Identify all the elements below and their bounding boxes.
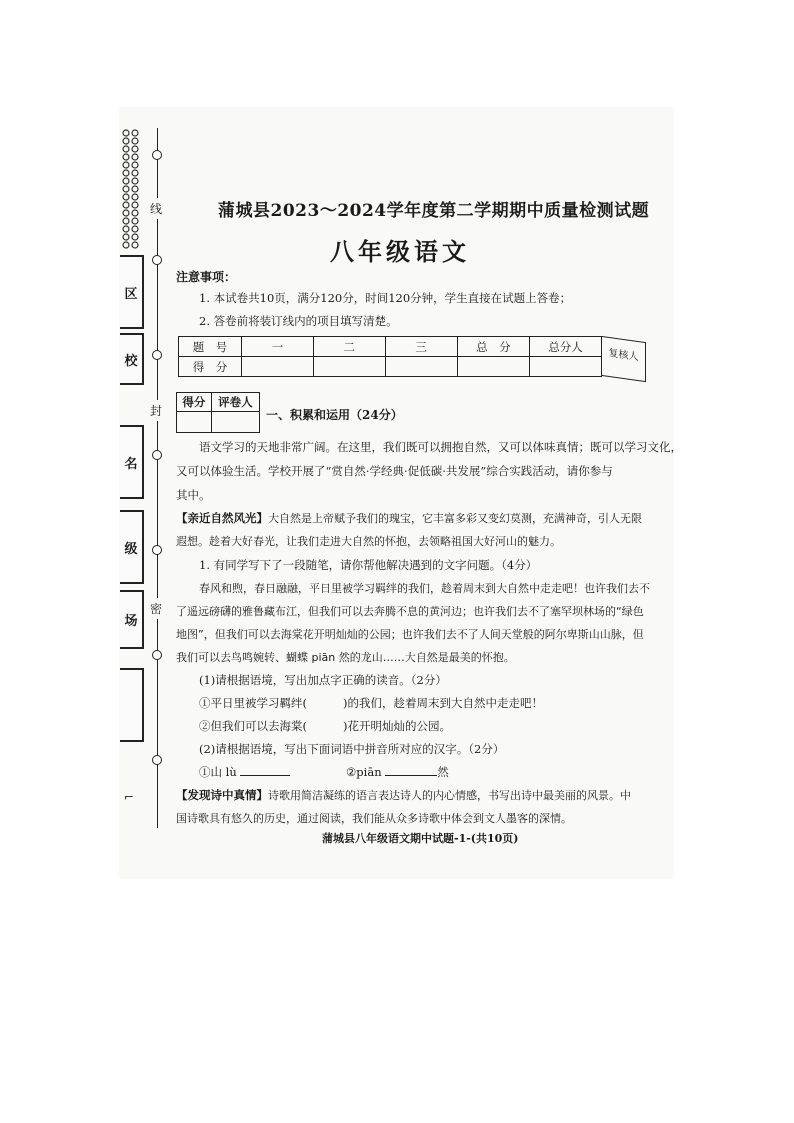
answer-blank[interactable] <box>307 695 343 707</box>
poetry-line: 诗歌用简洁凝练的语言表达诗人的内心情感，书写出诗中最美丽的风景。中 <box>268 789 631 802</box>
side-label-district: 区 <box>120 255 144 329</box>
intro-line: 语文学习的天地非常广阔。在这里，我们既可以拥抱自然，又可以体味真情；既可以学习文化， <box>199 440 682 454</box>
binding-bead <box>152 755 162 765</box>
side-label-name: 名 <box>120 425 144 499</box>
sub1-item <box>199 715 451 739</box>
notice-item: 1. 本试卷共10页，满分120分，时间120分钟，学生直接在试题上答卷； <box>199 291 572 305</box>
passage-line: 我们可以去鸟鸣婉转、蝴蝶 piān 然的龙山……大自然是最美的怀抱。 <box>176 651 515 664</box>
nature-line: 大自然是上帝赋予我们的瑰宝，它丰富多彩又变幻莫测，充满神奇，引人无限 <box>268 512 642 525</box>
section-title: 一、积累和运用（24分） <box>266 408 403 422</box>
sub1-item-pre: ①平日里被学习羁绊( <box>199 696 307 710</box>
intro-line: 其中。 <box>176 488 211 502</box>
grader-box <box>176 392 260 433</box>
side-mark-small: ⌐ <box>124 790 135 804</box>
sub1-item-post: )的我们，趁着周末到大自然中走走吧！ <box>343 696 543 710</box>
score-table-header: 三 <box>385 337 457 357</box>
score-table-header: 总分人 <box>530 337 602 357</box>
binding-bead <box>152 150 162 160</box>
intro-line: 又可以体验生活。学校开展了“赏自然·学经典·促低碳·共发展”综合实践活动，请你参与 <box>176 464 613 478</box>
answer-blank[interactable] <box>240 763 290 776</box>
sub2-item-label: ①山 lù <box>199 765 237 779</box>
answer-blank[interactable] <box>307 718 343 730</box>
sub2-item <box>346 761 449 785</box>
grader-name-label: 评卷人 <box>211 393 259 412</box>
binding-bead <box>152 255 162 265</box>
passage-line: 了遥远磅礴的雅鲁藏布江，但我们可以去奔腾不息的黄河边；也许我们去不了塞罕坝林场的“绿色 <box>176 605 644 618</box>
passage-line: 春风和煦，春日融融，平日里被学习羁绊的我们，趁着周末到大自然中走走吧！也许我们去不 <box>199 582 650 595</box>
score-table <box>178 336 602 377</box>
side-box-seat <box>120 668 144 742</box>
side-label-class: 级 <box>120 510 144 584</box>
sub1-item-post: )花开明灿灿的公园。 <box>343 719 451 733</box>
score-cell[interactable] <box>242 357 314 377</box>
binding-bead <box>152 450 162 460</box>
sub1-item <box>199 692 543 716</box>
poetry-line: 国诗歌具有悠久的历史，通过阅读，我们能从众多诗歌中体会到文人墨客的深情。 <box>176 812 572 825</box>
nature-line: 遐想。趁着大好春光，让我们走进大自然的怀抱，去领略祖国大好河山的魅力。 <box>176 535 561 548</box>
sub1-item-pre: ②但我们可以去海棠( <box>199 719 307 733</box>
score-cell[interactable] <box>530 357 602 377</box>
sub2-item-suffix: 然 <box>437 765 449 779</box>
nature-paragraph <box>176 507 642 531</box>
score-table-header: 题 号 <box>179 337 242 357</box>
grader-name-cell[interactable] <box>211 412 259 433</box>
seal-mark-dense: 密 <box>150 598 162 619</box>
reviewer-column <box>602 336 646 382</box>
binding-bead <box>152 650 162 660</box>
exam-subject: 八年级语文 <box>330 237 470 266</box>
grader-score-cell[interactable] <box>177 412 212 433</box>
grader-score-label: 得分 <box>177 393 212 412</box>
side-label-exam-room: 场 <box>120 590 144 649</box>
seal-mark-seal: 封 <box>150 400 162 421</box>
score-row-label: 得 分 <box>179 357 242 377</box>
side-label-school: 校 <box>120 333 144 385</box>
answer-blank[interactable] <box>385 763 437 776</box>
score-cell[interactable] <box>457 357 529 377</box>
page-footer: 蒲城县八年级语文期中试题-1-(共10页) <box>322 832 519 845</box>
score-cell[interactable] <box>313 357 385 377</box>
sub-question-2: (2)请根据语境，写出下面词语中拼音所对应的汉字。（2分） <box>199 742 505 756</box>
nature-tag: 【亲近自然风光】 <box>176 511 268 525</box>
score-table-header: 二 <box>313 337 385 357</box>
question-1: 1. 有同学写下了一段随笔，请你帮他解决遇到的文字问题。（4分） <box>199 558 538 572</box>
score-table-header: 一 <box>242 337 314 357</box>
score-table-header: 总 分 <box>457 337 529 357</box>
score-cell[interactable] <box>385 357 457 377</box>
sub2-item <box>199 761 290 785</box>
passage-line: 地图”，但我们可以去海棠花开明灿灿的公园；也许我们去不了人间天堂般的阿尔卑斯山山脉，但 <box>176 628 644 641</box>
binding-holes <box>120 128 142 253</box>
binding-line <box>157 128 158 828</box>
seal-mark-line: 线 <box>150 198 162 219</box>
binding-bead <box>152 545 162 555</box>
sub2-item-label: ②piān <box>346 765 382 779</box>
sub-question-1: (1)请根据语境，写出加点字正确的读音。（2分） <box>199 673 447 687</box>
notice-item: 2. 答卷前将装订线内的项目填写清楚。 <box>199 314 398 328</box>
exam-title: 蒲城县2023～2024学年度第二学期期中质量检测试题 <box>218 201 650 221</box>
poetry-tag: 【发现诗中真情】 <box>176 788 268 802</box>
notice-heading: 注意事项： <box>176 270 237 284</box>
binding-bead <box>152 350 162 360</box>
reviewer-label: 复核人 <box>608 347 639 364</box>
poetry-paragraph <box>176 784 631 808</box>
